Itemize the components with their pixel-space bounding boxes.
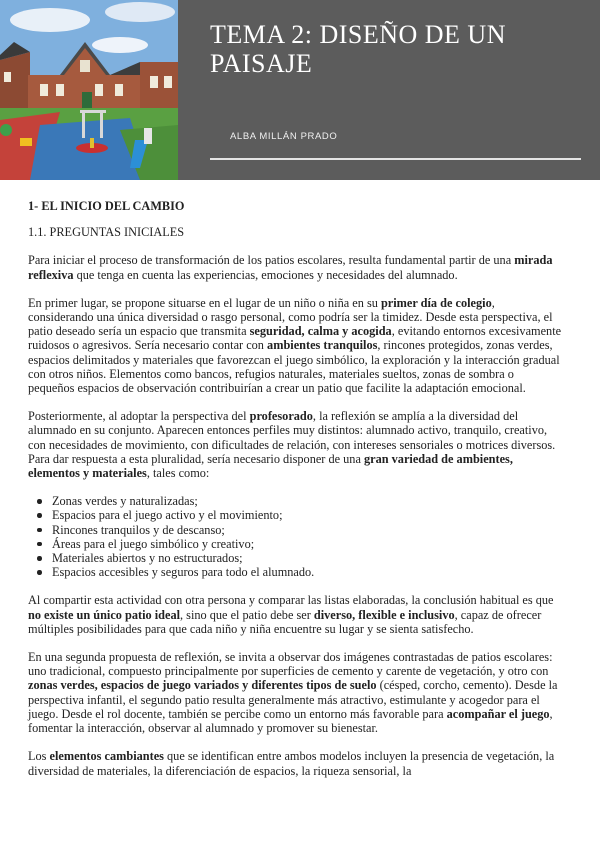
paragraph-text: que se identifican entre ambos modelos incluyen la presencia de vegetación, la diversidad de materiales, la diferenciación de espacios, la riqueza sensorial, la: [28, 749, 555, 778]
paragraph-text: , capaz de ofrecer múltiples posibilidades para que cada niño y niña encuentre su lugar y se sienta satisfecho.: [28, 607, 542, 636]
paragraph-text: En primer lugar, se propone situarse en el lugar de un niño o niña en su: [28, 295, 381, 310]
paragraph-text: , la reflexión se amplía a la diversidad del alumnado en su conjunto. Aparecen entonces perfiles muy distintos: alumnado activo, tranquilo, creativo, con necesidades de movimiento, con dificultades de relación, con intereses sensoriales o motrices diversos. Para dar respuesta a esta pluralidad, sería necesario disponer de una: [28, 409, 556, 466]
title-divider: [210, 158, 581, 160]
subsection-heading: 1.1. PREGUNTAS INICIALES: [28, 225, 185, 240]
bullet-list: [28, 494, 562, 579]
paragraph: [28, 749, 562, 777]
paragraph-text: (césped, corcho, cemento). Desde la perspectiva infantil, el segundo patio resulta generalmente más atractivo, estimulante y acogedor para el juego. Desde el rol docente, también se percibe como un entorno más favorable para: [28, 678, 558, 721]
paragraph-text: que tenga en cuenta las experiencias, emociones y necesidades del alumnado.: [73, 267, 458, 282]
paragraph-text: , evitando entornos excesivamente ruidosos o agresivos. Sería necesario contar con: [28, 324, 562, 353]
emphasis-text: diverso, flexible e inclusivo: [313, 607, 455, 622]
emphasis-text: seguridad, calma y acogida: [249, 324, 392, 339]
emphasis-text: mirada reflexiva: [28, 253, 553, 282]
paragraph-text: , sino que el patio debe ser: [180, 607, 314, 622]
document-title: TEMA 2: DISEÑO DE UN PAISAJE: [210, 20, 506, 78]
list-item: Zonas verdes y naturalizadas;: [52, 494, 562, 508]
paragraph-text: Posteriormente, al adoptar la perspectiva del: [28, 409, 250, 424]
document-body: [0, 180, 600, 792]
emphasis-text: ambientes tranquilos: [267, 338, 378, 353]
emphasis-text: acompañar el juego: [446, 706, 550, 721]
paragraph: [28, 593, 562, 636]
title-panel: [178, 0, 600, 180]
paragraph: [28, 650, 562, 735]
list-item: Rincones tranquilos y de descanso;: [52, 523, 562, 537]
paragraph-text: Para iniciar el proceso de transformación de los patios escolares, resulta fundamental partir de una: [28, 253, 515, 268]
list-item: Áreas para el juego simbólico y creativo;: [52, 537, 562, 551]
paragraph-text: Los: [28, 749, 50, 764]
paragraph: [28, 296, 562, 395]
paragraph-text: , tales como:: [146, 466, 210, 481]
document-header: [0, 0, 600, 180]
emphasis-text: primer día de colegio: [380, 295, 492, 310]
author-name: ALBA MILLÁN PRADO: [230, 131, 338, 142]
paragraph-text: , fomentar la interacción, observar al alumnado y promover su bienestar.: [28, 706, 553, 736]
paragraph: [28, 253, 562, 281]
paragraph-text: Al compartir esta actividad con otra persona y comparar las listas elaboradas, la conclusión habitual es que: [28, 593, 554, 608]
emphasis-text: zonas verdes, espacios de juego variados y diferentes tipos de suelo: [28, 678, 377, 693]
emphasis-text: profesorado: [249, 409, 313, 424]
emphasis-text: elementos cambiantes: [49, 749, 164, 764]
paragraph: [28, 409, 562, 480]
emphasis-text: gran variedad de ambientes, elementos y materiales: [28, 451, 513, 481]
list-item: Materiales abiertos y no estructurados;: [52, 551, 562, 565]
list-item: Espacios accesibles y seguros para todo el alumnado.: [52, 565, 562, 579]
list-item: Espacios para el juego activo y el movimiento;: [52, 508, 562, 522]
schoolyard-photo: [0, 0, 178, 180]
paragraphs-after-list: [28, 593, 562, 777]
paragraph-text: En una segunda propuesta de reflexión, se invita a observar dos imágenes contrastadas de patios escolares: uno tradicional, compuesto principalmente por superficies de cemento y carente de vegetación, y otro con: [28, 650, 553, 679]
schoolyard-illustration: [0, 0, 178, 180]
emphasis-text: no existe un único patio ideal: [28, 607, 181, 622]
paragraph-text: , considerando una única diversidad o rasgo personal, como podría ser la timidez. Desde esta perspectiva, el patio deseado sería un espacio que transmita: [28, 295, 553, 339]
paragraph-text: , rincones protegidos, zonas verdes, espacios delimitados y materiales que favorezcan el juego simbólico, la exploración y la interacción gradual con otros niños. Elementos como bancos, refugios naturales, materiales sueltos, zonas de sombra o pequeños espacios de observación contribuirían a crear un patio que facilite la adaptación emocional.: [28, 338, 560, 396]
section-heading: 1- EL INICIO DEL CAMBIO: [28, 199, 185, 213]
paragraphs-before-list: [28, 253, 562, 480]
